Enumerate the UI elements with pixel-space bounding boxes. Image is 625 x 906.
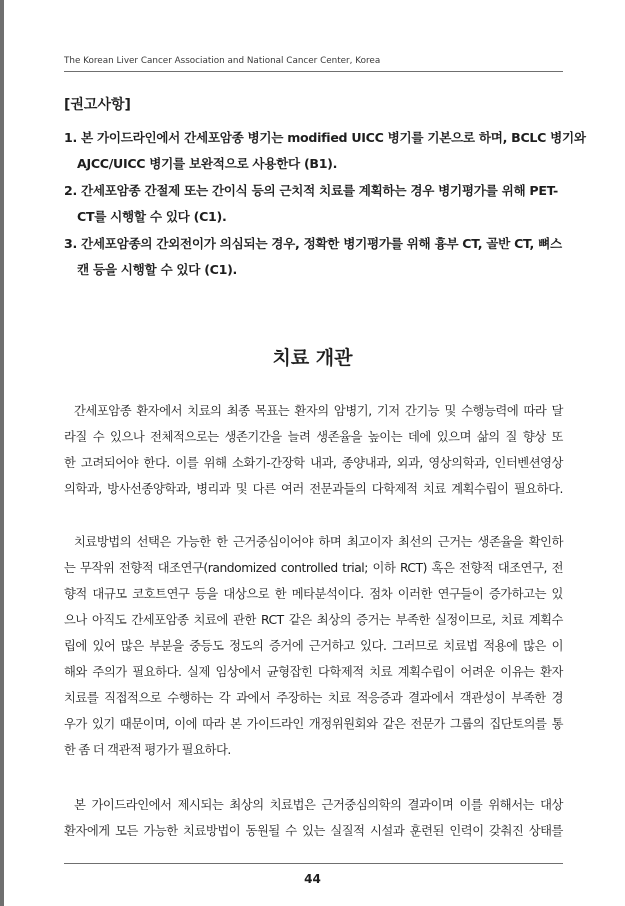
section-title: 치료 개관 xyxy=(272,347,353,369)
running-header: The Korean Liver Cancer Association and National Cancer Center, Korea xyxy=(64,56,381,66)
header-divider xyxy=(64,71,563,72)
paragraph-1-line: 라질 수 있으나 전체적으로는 생존기간을 늘려 생존율을 높이는 데에 있으며 삶의 질 향상 또 xyxy=(64,430,563,444)
recommendation-3-line-2: 캔 등을 시행할 수 있다 (C1). xyxy=(77,262,238,277)
paragraph-3-line: 본 가이드라인에서 제시되는 최상의 치료법은 근거중심의학의 결과이며 이를 위해서는 대상 xyxy=(74,798,563,812)
paragraph-1-line: 의학과, 방사선종양학과, 병리과 및 다른 여러 전문과들의 다학제적 치료 계획수립이 필요하다. xyxy=(64,482,563,496)
paragraph-1-line: 한 고려되어야 한다. 이를 위해 소화기-간장학 내과, 종양내과, 외과, 영상의학과, 인터벤션영상 xyxy=(64,456,563,470)
paragraph-2-line: 는 무작위 전향적 대조연구(randomized controlled trial; 이하 RCT) 혹은 전향적 대조연구, 전 xyxy=(64,561,563,575)
paragraph-2-line: 립에 있어 많은 부분을 중등도 정도의 증거에 근거하고 있다. 그러므로 치료법 적용에 많은 이 xyxy=(64,639,563,653)
recommendation-2-line-1: 2. 간세포암종 간절제 또는 간이식 등의 근치적 치료를 계획하는 경우 병기평가를 위해 PET- xyxy=(64,183,558,198)
recommendation-3-line-1: 3. 간세포암종의 간외전이가 의심되는 경우, 정확한 병기평가를 위해 흉부 CT, 골반 CT, 뼈스 xyxy=(64,236,562,251)
page-number: 44 xyxy=(304,872,321,886)
recommendation-2-line-2: CT를 시행할 수 있다 (C1). xyxy=(77,209,227,224)
paragraph-2-line: 향적 대규모 코호트연구 등을 대상으로 한 메타분석이다. 점차 이러한 연구들이 증가하고는 있 xyxy=(64,587,563,601)
paragraph-2-line: 치료방법의 선택은 가능한 한 근거중심이어야 하며 최고이자 최선의 근거는 생존율을 확인하 xyxy=(74,535,563,549)
recommendations-heading: [권고사항] xyxy=(64,97,131,113)
page-edge-rule xyxy=(0,0,4,906)
paragraph-3-line: 환자에게 모든 가능한 치료방법이 동원될 수 있는 실질적 시설과 훈련된 인력이 갖춰진 상태를 xyxy=(64,824,563,838)
paragraph-2-line: 으나 아직도 간세포암종 치료에 관한 RCT 같은 최상의 증거는 부족한 실정이므로, 치료 계획수 xyxy=(64,613,563,627)
recommendation-1-line-1: 1. 본 가이드라인에서 간세포암종 병기는 modified UICC 병기를 기본으로 하며, BCLC 병기와 xyxy=(64,130,586,145)
paragraph-1-line: 간세포암종 환자에서 치료의 최종 목표는 환자의 암병기, 기저 간기능 및 수행능력에 따라 달 xyxy=(74,404,563,418)
paragraph-2-line: 해와 주의가 필요하다. 실제 임상에서 균형잡힌 다학제적 치료 계획수립이 어려운 이유는 환자 xyxy=(64,665,563,679)
paragraph-2-line: 치료를 직접적으로 수행하는 각 과에서 주장하는 치료 적응증과 결과에서 객관성이 부족한 경 xyxy=(64,691,563,705)
paragraph-2-line: 우가 있기 때문이며, 이에 따라 본 가이드라인 개정위원회와 같은 전문가 그룹의 집단토의를 통 xyxy=(64,717,563,731)
recommendation-1-line-2: AJCC/UICC 병기를 보완적으로 사용한다 (B1). xyxy=(77,156,338,171)
paragraph-2-line: 한 좀 더 객관적 평가가 필요하다. xyxy=(64,743,231,757)
footer-divider xyxy=(64,863,563,864)
